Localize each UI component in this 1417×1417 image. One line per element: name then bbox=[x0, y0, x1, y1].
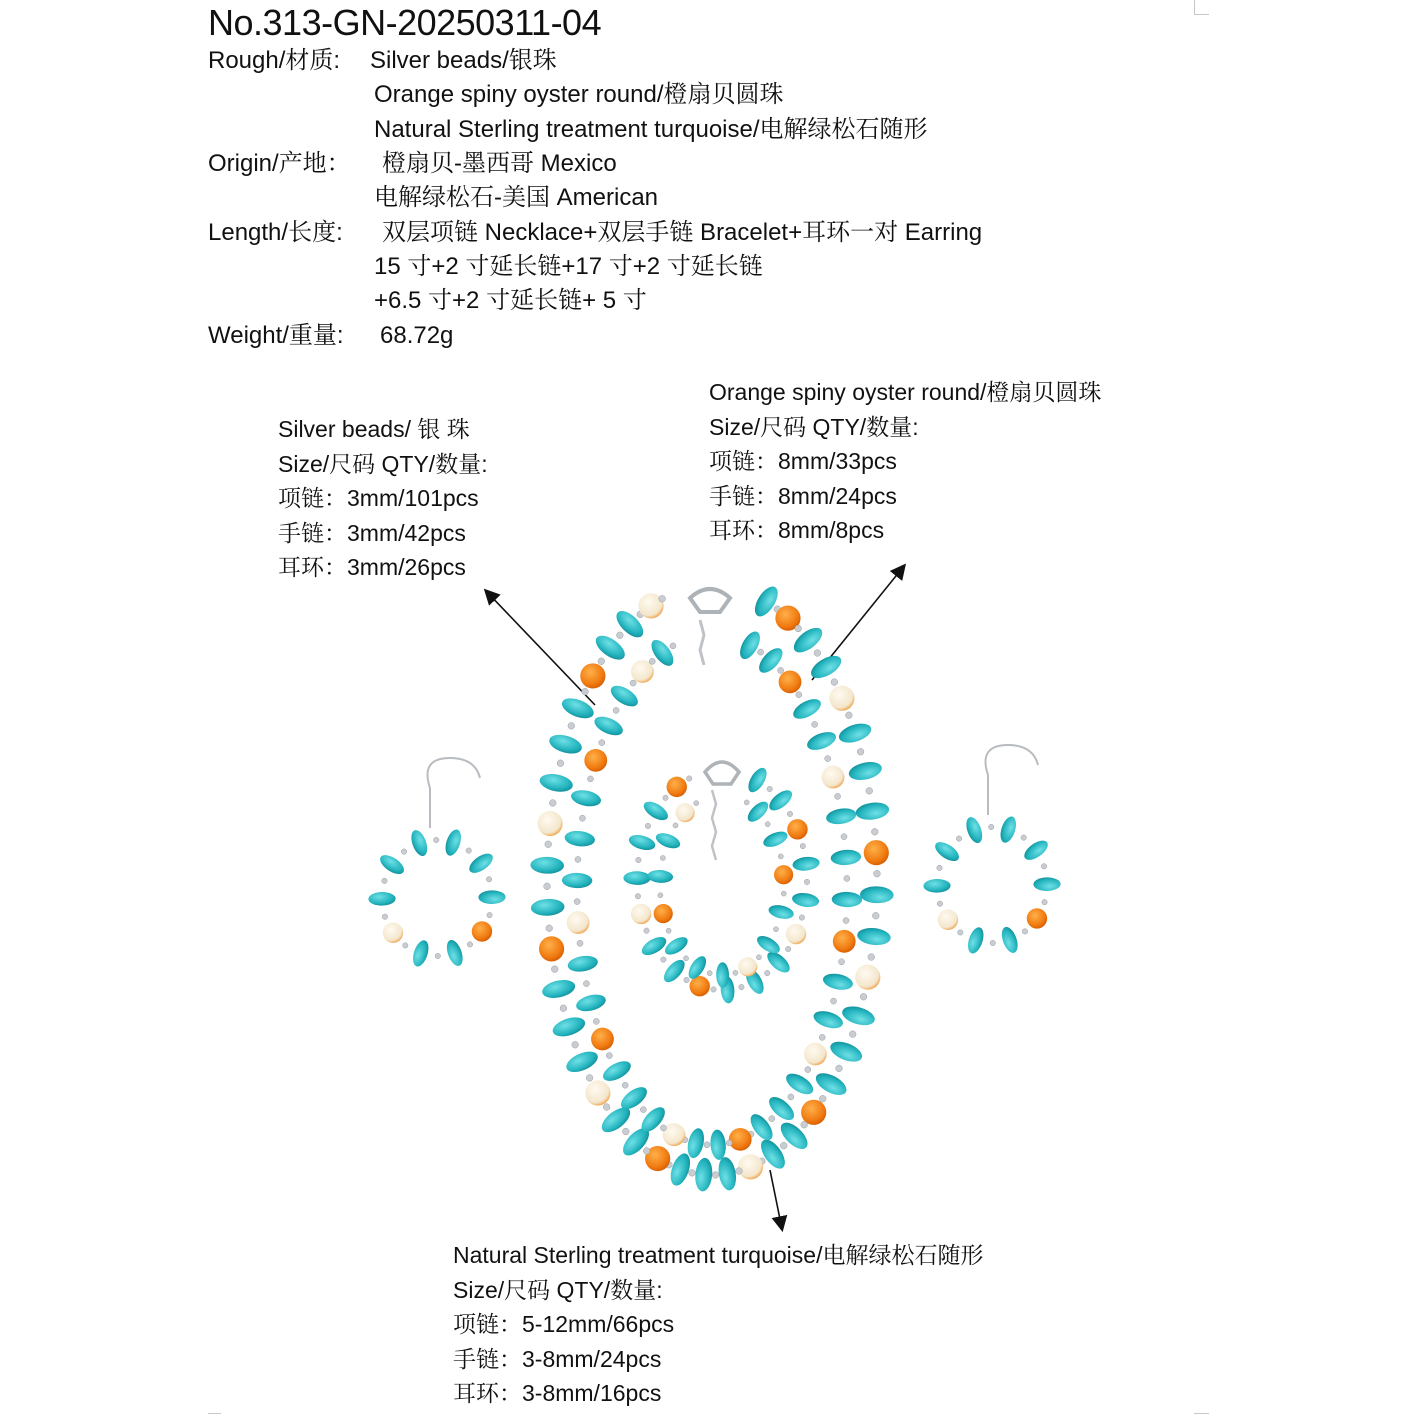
length-value-3: +6.5 寸+2 寸延长链+ 5 寸 bbox=[374, 287, 647, 314]
callout-item: 耳环：3-8mm/16pcs bbox=[453, 1380, 662, 1406]
weight-label: Weight/重量: bbox=[208, 322, 344, 349]
origin-label: Origin/产地： bbox=[208, 150, 351, 177]
rough-value-3: Natural Sterling treatment turquoise/电解绿松石随形 bbox=[374, 116, 928, 143]
length-value-1: 双层项链 Necklace+双层手链 Bracelet+耳环一对 Earring bbox=[382, 219, 983, 246]
callout-item: 手链：3mm/42pcs bbox=[278, 519, 466, 546]
callout-size-header: Size/尺码 QTY/数量: bbox=[709, 413, 919, 440]
weight-value: 68.72g bbox=[380, 322, 454, 349]
callout-size-header: Size/尺码 QTY/数量: bbox=[278, 450, 488, 477]
callout-item: 耳环：3mm/26pcs bbox=[278, 554, 466, 580]
rough-label: Rough/材质: bbox=[208, 47, 341, 74]
origin-value-1: 橙扇贝-墨西哥 Mexico bbox=[382, 150, 617, 177]
callout-item: 项链：5-12mm/66pcs bbox=[453, 1311, 675, 1337]
rough-value-1: Silver beads/银珠 bbox=[370, 47, 557, 74]
product-number: No.313-GN-20250311-04 bbox=[208, 2, 602, 43]
rough-value-2: Orange spiny oyster round/橙扇贝圆珠 bbox=[374, 81, 784, 108]
length-label: Length/长度: bbox=[208, 219, 343, 246]
necklace-bracelet-earrings bbox=[368, 583, 1060, 1192]
callout-size-header: Size/尺码 QTY/数量: bbox=[453, 1276, 663, 1303]
callout-item: 手链：8mm/24pcs bbox=[709, 482, 897, 509]
arrow-silver-beads bbox=[486, 591, 595, 705]
arrow-turquoise bbox=[770, 1170, 782, 1229]
callout-title: Silver beads/ 银 珠 bbox=[278, 416, 470, 442]
callout-item: 手链：3-8mm/24pcs bbox=[453, 1345, 662, 1372]
callout-item: 项链：8mm/33pcs bbox=[709, 448, 897, 474]
callout-title: Orange spiny oyster round/橙扇贝圆珠 bbox=[709, 379, 1102, 405]
callout-title: Natural Sterling treatment turquoise/电解绿松石随形 bbox=[453, 1242, 984, 1268]
callout-item: 耳环：8mm/8pcs bbox=[709, 517, 885, 543]
callout-item: 项链：3mm/101pcs bbox=[278, 485, 479, 511]
length-value-2: 15 寸+2 寸延长链+17 寸+2 寸延长链 bbox=[374, 253, 763, 280]
origin-value-2: 电解绿松石-美国 American bbox=[374, 184, 659, 211]
